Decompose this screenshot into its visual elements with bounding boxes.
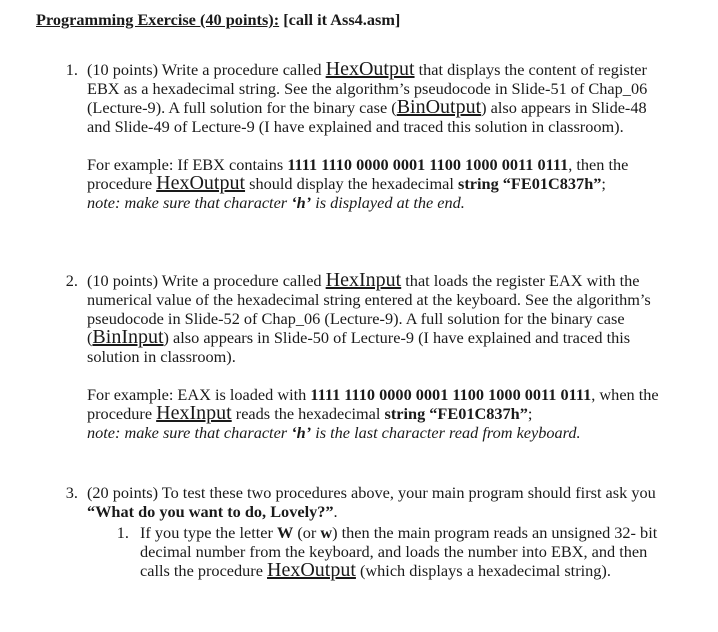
note: note: make sure that character ‘h’ is displayed at the end. <box>87 193 465 212</box>
procedure-name: HexInput <box>325 269 402 291</box>
procedure-name: BinOutput <box>396 96 482 118</box>
item-3-description: (20 points) To test these two procedures above, your main program should first ask you “What do you want to do, Lovely?”. <box>87 483 656 521</box>
item-number: 3. <box>65 483 78 502</box>
exercise-title <box>36 10 400 30</box>
procedure-name: BinInput <box>92 326 164 348</box>
exercise-item-1 <box>60 60 680 212</box>
exercise-item-2 <box>60 271 680 442</box>
sub-item-text: If you type the letter W (or w) then the main program reads an unsigned 32- bit decimal number from the keyboard, and loads the number into EBX, and then calls the procedure HexOutput (which displays a hexadecimal string). <box>140 523 658 581</box>
procedure-name: HexOutput <box>156 172 246 194</box>
exercise-title-main: Programming Exercise (40 points): <box>36 10 280 29</box>
item-2-example: For example: EAX is loaded with 1111 1110 0000 0001 1100 1000 0011 0111, when the procedure HexInput reads the hexadecimal string “FE01C837h”; note: make sure that character ‘h’ is the last character read from keyboard. <box>87 385 659 442</box>
binary-value: 1111 1110 0000 0001 1100 1000 0011 0111 <box>310 385 592 404</box>
exercise-title-file: [call it Ass4.asm] <box>279 10 401 29</box>
item-2-description: (10 points) Write a procedure called HexInput that loads the register EAX with the numerical value of the hexadecimal string entered at the keyboard. See the algorithm’s pseudocode in Slide-52 of Chap_06 (Lecture-9). A full solution for the binary case (BinInput) also appears in Slide-50 of Lecture-9 (I have explained and traced this solution in classroom). <box>87 269 651 366</box>
procedure-name: HexOutput <box>325 58 415 80</box>
hex-string: string “FE01C837h” <box>458 174 602 193</box>
procedure-name: HexOutput <box>267 559 356 581</box>
item-1-description: (10 points) Write a procedure called HexOutput that displays the content of register EBX as a hexadecimal string. See the algorithm’s pseudocode in Slide-51 of Chap_06 (Lecture-9). A full solution for the binary case (BinOutput) also appears in Slide-48 and Slide-49 of Lecture-9 (I have explained and traced this solution in classroom). <box>87 58 648 136</box>
prompt-quote: “What do you want to do, Lovely?” <box>87 502 334 521</box>
sub-item-1 <box>113 523 673 580</box>
item-number: 1. <box>65 60 78 79</box>
sub-item-number: 1. <box>116 523 129 542</box>
item-number: 2. <box>65 271 78 290</box>
item-1-example: For example: If EBX contains 1111 1110 0000 0001 1100 1000 0011 0111, then the procedure HexOutput should display the hexadecimal string “FE01C837h”; note: make sure that character ‘h’ is displayed at the end. <box>87 155 629 212</box>
note: note: make sure that character ‘h’ is the last character read from keyboard. <box>87 423 581 442</box>
binary-value: 1111 1110 0000 0001 1100 1000 0011 0111 <box>287 155 569 174</box>
exercise-item-3 <box>60 483 680 521</box>
procedure-name: HexInput <box>156 402 232 424</box>
hex-string: string “FE01C837h” <box>384 404 528 423</box>
